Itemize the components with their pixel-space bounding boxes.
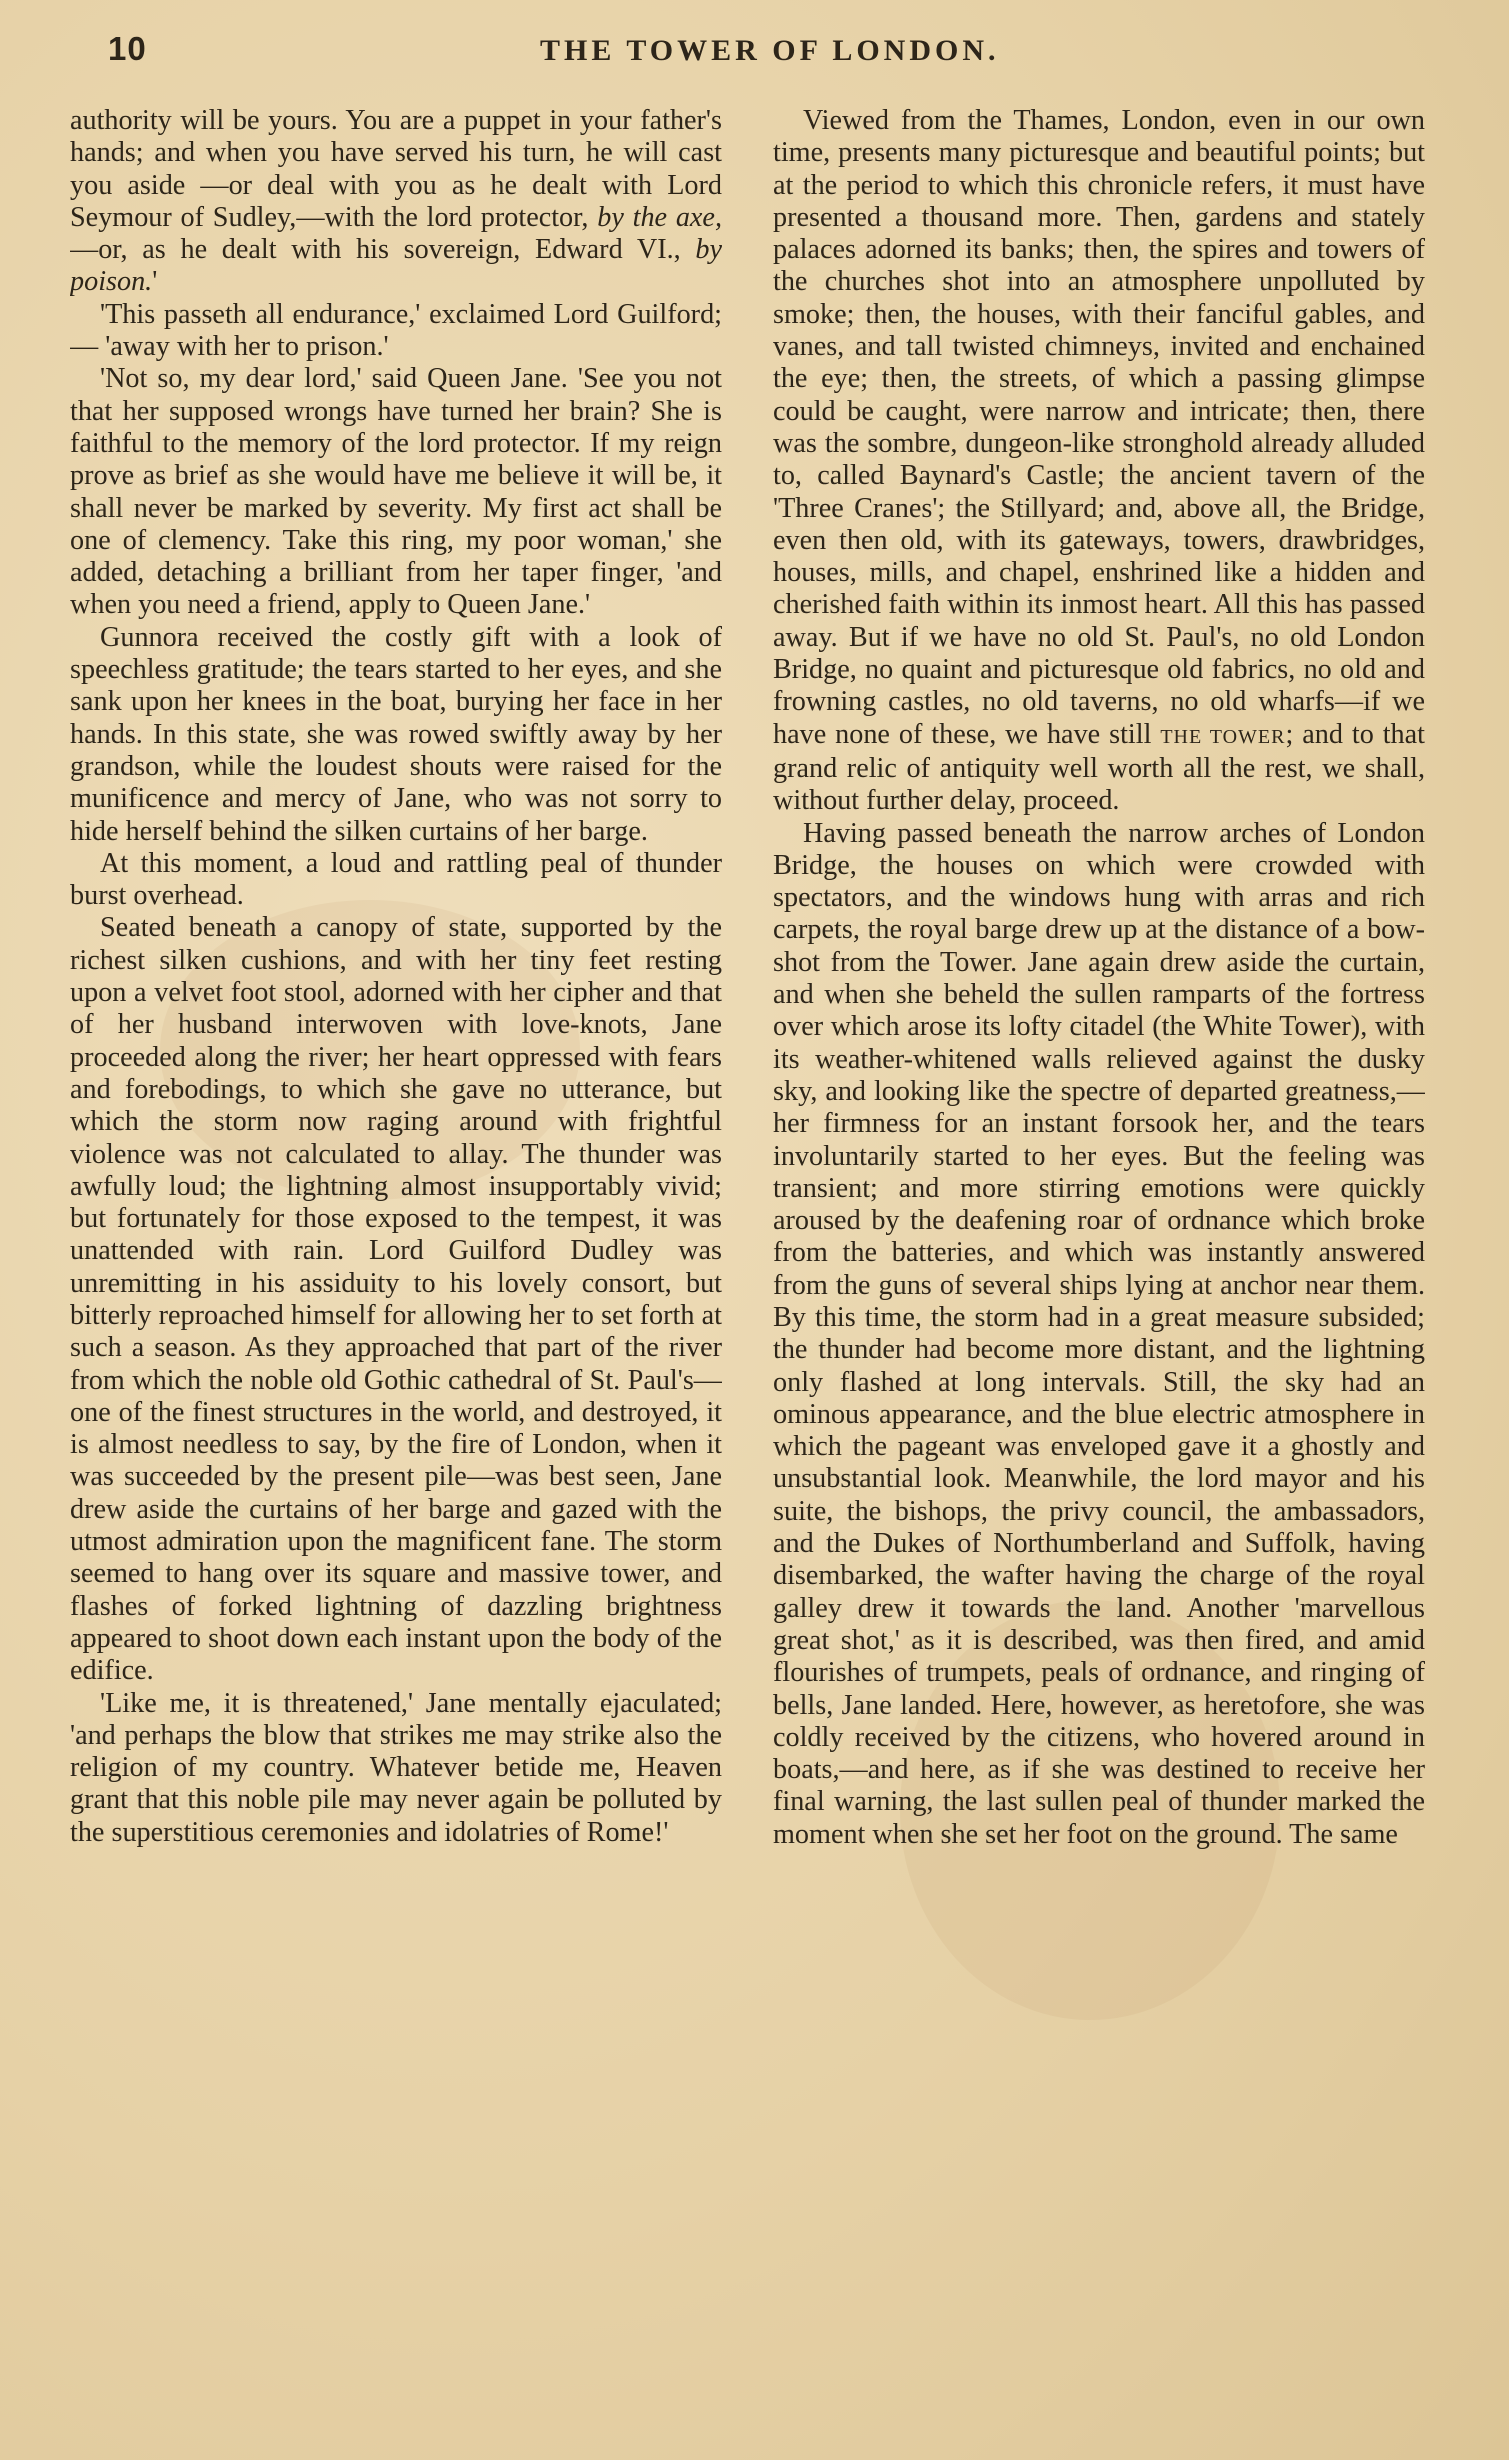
paragraph: Gunnora received the costly gift with a look of speechless gratitude; the tears started to her eyes, and she sank upon her knees in the boat, burying her face in her hands. In this state, she was rowed swiftly away by her grandson, while the loudest shouts were raised for the munificence and mercy of Jane, who was not sorry to hide herself behind the silken curtains of her barge. bbox=[70, 621, 722, 847]
small-caps-text: THE TOWER bbox=[1160, 725, 1286, 748]
paragraph: At this moment, a loud and rattling peal of thunder burst overhead. bbox=[70, 847, 722, 912]
italic-text: by poison. bbox=[70, 234, 722, 298]
running-title: THE TOWER OF LONDON. bbox=[540, 34, 1000, 67]
page-header bbox=[0, 30, 1509, 80]
text-run: Viewed from the Thames, London, even in our own time, presents many picturesque and beautiful points; but at the period to which this chronicle refers, it must have presented a thousand more. Then, gardens and stately palaces adorned its banks; then, the spires and towers of the churches shot into an atmosphere unpolluted by smoke; then, the houses, with their fanciful gables, and vanes, and tall twisted chimneys, invited and enchained the eye; then, the streets, of which a passing glimpse could be caught, were narrow and intricate; then, there was the sombre, dungeon-like stronghold already alluded to, called Baynard's Castle; the ancient tavern of the 'Three Cranes'; the Stillyard; and, above all, the Bridge, even then old, with its gateways, towers, drawbridges, houses, mills, and chapel, enshrined like a hidden and cherished faith within its inmost heart. All this has passed away. But if we have no old St. Paul's, no old London Bridge, no quaint and picturesque old fabrics, no old and frowning castles, no old taverns, no old wharfs—if we have none of these, we have still bbox=[773, 105, 1425, 750]
page-number: 10 bbox=[108, 30, 147, 67]
left-column bbox=[70, 105, 722, 2435]
right-column bbox=[773, 105, 1425, 2435]
text-run: —or, as he dealt with his sovereign, Edward VI., bbox=[70, 234, 696, 266]
paragraph bbox=[70, 105, 722, 299]
paragraph: Seated beneath a canopy of state, supported by the richest silken cushions, and with her tiny feet resting upon a velvet foot stool, adorned with her cipher and that of her husband interwoven with love-knots, Jane proceeded along the river; her heart oppressed with fears and forebodings, to which she gave no utterance, but which the storm now raging around with frightful violence was not calculated to allay. The thunder was awfully loud; the lightning almost insupportably vivid; but fortunately for those exposed to the tempest, it was unattended with rain. Lord Guilford Dudley was unremitting in his assiduity to his lovely consort, but bitterly reproached himself for allowing her to set forth at such a season. As they approached that part of the river from which the noble old Gothic cathedral of St. Paul's—one of the finest structures in the world, and destroyed, it is almost needless to say, by the fire of London, when it was succeeded by the present pile—was best seen, Jane drew aside the curtains of her barge and gazed with the utmost admiration upon the magnificent fane. The storm seemed to hang over its square and massive tower, and flashes of forked lightning of dazzling brightness appeared to shoot down each instant upon the body of the edifice. bbox=[70, 912, 722, 1687]
paragraph: Having passed beneath the narrow arches of London Bridge, the houses on which were crowded with spectators, and the windows hung with arras and rich carpets, the royal barge drew up at the distance of a bow-shot from the Tower. Jane again drew aside the curtain, and when she beheld the sullen ramparts of the fortress over which arose its lofty citadel (the White Tower), with its weather-whitened walls relieved against the dusky sky, and looking like the spectre of departed greatness,—her firmness for an instant forsook her, and the tears involuntarily started to her eyes. But the feeling was transient; and more stirring emotions were quickly aroused by the deafening roar of ordnance which broke from the batteries, and which was instantly answered from the guns of several ships lying at anchor near them. By this time, the storm had in a great measure subsided; the thunder had become more distant, and the lightning only flashed at long intervals. Still, the sky had an ominous appearance, and the blue electric atmosphere in which the pageant was enveloped gave it a ghostly and unsubstantial look. Meanwhile, the lord mayor and his suite, the bishops, the privy council, the ambassadors, and the Dukes of Northumberland and Suffolk, having disembarked, the wafter having the charge of the royal galley drew it towards the land. Another 'marvellous great shot,' as it is described, was then fired, and amid flourishes of trumpets, peals of ordnance, and ringing of bells, Jane landed. Here, however, as heretofore, she was coldly received by the citizens, who hovered around in boats,—and here, as if she was destined to receive her final warning, the last sullen peal of thunder marked the moment when she set her foot on the ground. The same bbox=[773, 817, 1425, 1850]
paragraph: 'This passeth all endurance,' exclaimed Lord Guilford;— 'away with her to prison.' bbox=[70, 298, 722, 363]
paragraph: 'Like me, it is threatened,' Jane mentally ejaculated; 'and perhaps the blow that strikes me may strike also the religion of my country. Whatever betide me, Heaven grant that this noble pile may never again be polluted by the superstitious ceremonies and idolatries of Rome!' bbox=[70, 1687, 722, 1848]
paragraph: 'Not so, my dear lord,' said Queen Jane. 'See you not that her supposed wrongs have turned her brain? She is faithful to the memory of the lord protector. If my reign prove as brief as she would have me believe it will be, it shall never be marked by severity. My first act shall be one of clemency. Take this ring, my poor woman,' she added, detaching a brilliant from her taper finger, 'and when you need a friend, apply to Queen Jane.' bbox=[70, 363, 722, 621]
paragraph bbox=[773, 105, 1425, 818]
italic-text: by the axe, bbox=[597, 201, 722, 233]
text-run: authority will be yours. You are a puppet in your father's hands; and when you have served his turn, he will cast you aside —or deal with you as he dealt with Lord Seymour of Sudley,—with the lord protector, bbox=[70, 105, 722, 233]
text-run: ' bbox=[152, 266, 158, 298]
text-run: ; and to that grand relic of antiquity well worth all the rest, we shall, without further delay, proceed. bbox=[773, 718, 1425, 817]
